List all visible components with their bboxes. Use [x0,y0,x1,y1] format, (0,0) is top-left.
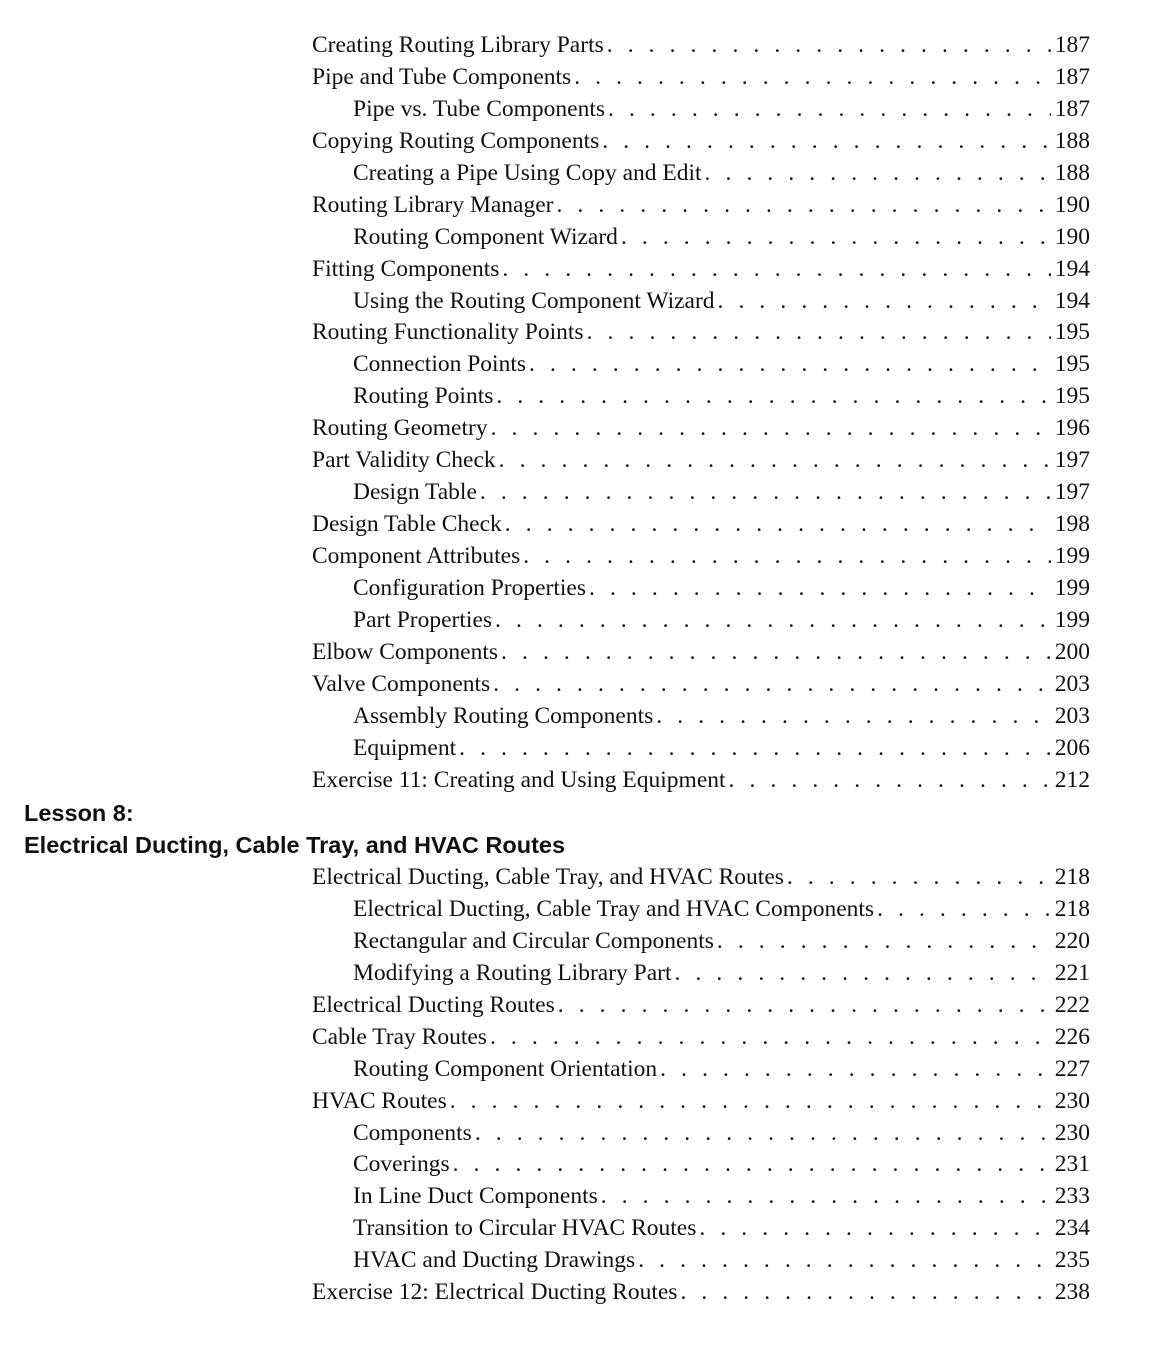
dot-leader [602,126,1051,158]
toc-entry[interactable] [312,349,1090,381]
toc-entry[interactable] [312,1022,1090,1054]
toc-entry-title: Equipment [353,734,457,761]
toc-entry-title: Electrical Ducting, Cable Tray and HVAC Components [353,895,875,922]
dot-leader [638,1245,1051,1277]
toc-entry[interactable] [312,605,1090,637]
toc-entry-title: Routing Geometry [312,415,488,442]
toc-entry[interactable] [312,990,1090,1022]
toc-entry[interactable] [312,765,1090,797]
toc-entry-title: Transition to Circular HVAC Routes [353,1215,697,1242]
dot-leader [601,1181,1051,1213]
toc-entry-title: Part Validity Check [312,447,496,474]
toc-entry-title: Copying Routing Components [312,127,600,154]
toc-entry-page: 221 [1054,959,1090,986]
toc-entry-page: 218 [1054,864,1090,890]
dot-leader [608,94,1051,126]
toc-entry-title: Design Table [353,479,477,506]
toc-entry[interactable] [312,190,1090,222]
toc-entry-title: Valve Components [312,670,491,697]
toc-entry-page: 227 [1054,1055,1090,1082]
dot-leader [493,669,1051,701]
dot-leader [729,765,1051,797]
toc-entry-page: 190 [1054,223,1090,250]
dot-leader [589,573,1051,605]
toc-entry-title: Assembly Routing Components [353,702,654,729]
dot-leader [675,958,1051,990]
dot-leader [787,862,1051,894]
toc-entry-page: 230 [1054,1119,1090,1146]
toc-entry-page: 195 [1054,319,1090,346]
toc-entry[interactable] [312,254,1090,286]
toc-entry-title: HVAC Routes [312,1087,447,1114]
toc-entry-page: 196 [1054,415,1090,442]
toc-entry-page: 188 [1054,159,1090,186]
dot-leader [718,286,1051,318]
dot-leader [607,30,1051,62]
dot-leader [450,1086,1051,1118]
toc-entry-page: 235 [1054,1247,1090,1274]
toc-entry[interactable] [312,222,1090,254]
toc-entry[interactable] [312,126,1090,158]
toc-entry-title: Creating Routing Library Parts [312,32,604,58]
toc-entry-title: Connection Points [353,351,526,378]
toc-entry-page: 206 [1054,734,1090,761]
toc-entry[interactable] [312,1054,1090,1086]
toc-entry[interactable] [312,541,1090,573]
toc-entry-page: 199 [1054,543,1090,569]
dot-leader [523,541,1051,573]
dot-leader [558,990,1051,1022]
toc-entry-title: Component Attributes [312,543,521,569]
toc-entry-page: 187 [1054,32,1090,58]
toc-entry[interactable] [312,445,1090,477]
dot-leader [502,254,1050,286]
toc-entry-title: Exercise 11: Creating and Using Equipment [312,766,726,793]
toc-entry-title: Configuration Properties [353,574,587,601]
toc-entry-title: Cable Tray Routes [312,1023,487,1050]
toc-entry-page: 203 [1054,702,1090,729]
toc-entry-title: Routing Points [353,383,494,410]
toc-entry-page: 220 [1054,927,1090,954]
dot-leader [505,509,1051,541]
toc-entry[interactable] [312,62,1090,94]
dot-leader [705,158,1051,190]
dot-leader [680,1277,1050,1309]
toc-entry-title: Routing Component Wizard [353,223,618,250]
toc-entry-title: Electrical Ducting Routes [312,991,555,1018]
dot-leader [495,605,1051,637]
toc-entry[interactable] [312,317,1090,349]
dot-leader [574,62,1051,94]
toc-entry[interactable] [312,94,1090,126]
toc-entry[interactable] [312,381,1090,413]
toc-entry-title: Exercise 12: Electrical Ducting Routes [312,1279,678,1306]
toc-entry-page: 199 [1054,574,1090,601]
toc-entry-page: 187 [1054,63,1090,90]
toc-entry-title: Routing Library Manager [312,191,554,218]
dot-leader [587,317,1051,349]
toc-entry-page: 195 [1054,383,1090,410]
toc-entry-page: 194 [1054,287,1090,314]
toc-list-top [312,30,1090,797]
toc-entry-title: Rectangular and Circular Components [353,927,714,954]
toc-entry[interactable] [312,1149,1090,1181]
dot-leader [699,1213,1050,1245]
dot-leader [621,222,1051,254]
toc-entry-page: 222 [1054,991,1090,1018]
dot-leader [877,894,1051,926]
toc-entry[interactable] [312,30,1090,62]
toc-entry-page: 187 [1054,95,1090,122]
toc-entry-title: Part Properties [353,606,493,633]
dot-leader [480,477,1051,509]
toc-entry-page: 203 [1054,670,1090,697]
toc-entry[interactable] [312,477,1090,509]
toc-entry-page: 230 [1054,1087,1090,1114]
toc-entry-page: 238 [1054,1279,1090,1306]
toc-entry[interactable] [312,573,1090,605]
toc-entry[interactable] [312,1277,1090,1309]
lesson-heading [24,797,565,861]
toc-entry-title: In Line Duct Components [353,1183,598,1210]
toc-entry-title: Routing Component Orientation [353,1055,658,1082]
toc-entry[interactable] [312,509,1090,541]
toc-entry-title: Design Table Check [312,511,502,538]
toc-entry-page: 194 [1054,255,1090,282]
toc-entry-title: HVAC and Ducting Drawings [353,1247,636,1274]
toc-entry[interactable] [312,1213,1090,1245]
dot-leader [475,1118,1051,1150]
toc-entry-title: Pipe and Tube Components [312,63,572,90]
dot-leader [496,381,1050,413]
dot-leader [556,190,1050,222]
toc-entry[interactable] [312,926,1090,958]
dot-leader [499,445,1051,477]
toc-entry-title: Components [353,1119,472,1146]
toc-entry-title: Fitting Components [312,255,500,282]
toc-entry-page: 212 [1054,766,1090,793]
toc-entry[interactable] [312,1245,1090,1277]
toc-entry[interactable] [312,286,1090,318]
toc-entry-page: 231 [1054,1151,1090,1178]
toc-entry[interactable] [312,958,1090,990]
toc-entry-page: 200 [1054,638,1090,665]
dot-leader [459,733,1051,765]
toc-entry-title: Creating a Pipe Using Copy and Edit [353,159,702,186]
toc-entry-title: Routing Functionality Points [312,319,584,346]
toc-entry-page: 197 [1054,479,1090,506]
toc-entry-title: Elbow Components [312,638,499,665]
toc-entry[interactable] [312,1181,1090,1213]
toc-entry-title: Coverings [353,1151,450,1178]
toc-entry[interactable] [312,413,1090,445]
toc-entry-title: Pipe vs. Tube Components [353,95,606,122]
toc-entry[interactable] [312,669,1090,701]
toc-entry[interactable] [312,637,1090,669]
toc-entry-page: 190 [1054,191,1090,218]
toc-entry[interactable] [312,158,1090,190]
dot-leader [529,349,1051,381]
toc-list-bottom [312,862,1090,1309]
dot-leader [501,637,1051,669]
toc-entry-page: 226 [1054,1023,1090,1050]
toc-entry-page: 234 [1054,1215,1090,1242]
toc-entry[interactable] [312,733,1090,765]
toc-entry[interactable] [312,1086,1090,1118]
lesson-number: Lesson 8: [24,800,134,826]
toc-entry-page: 199 [1054,606,1090,633]
dot-leader [660,1054,1051,1086]
toc-entry[interactable] [312,894,1090,926]
toc-entry-title: Modifying a Routing Library Part [353,959,672,986]
toc-entry[interactable] [312,862,1090,894]
toc-entry-page: 195 [1054,351,1090,378]
toc-entry-page: 188 [1054,127,1090,154]
toc-entry-title: Using the Routing Component Wizard [353,287,715,314]
dot-leader [491,413,1051,445]
dot-leader [453,1149,1051,1181]
lesson-title: Electrical Ducting, Cable Tray, and HVAC Routes [24,832,566,858]
dot-leader [490,1022,1051,1054]
toc-entry-title: Electrical Ducting, Cable Tray, and HVAC Routes [312,864,784,890]
toc-entry-page: 233 [1054,1183,1090,1210]
toc-entry[interactable] [312,701,1090,733]
toc-entry-page: 218 [1054,895,1090,922]
toc-entry[interactable] [312,1118,1090,1150]
toc-entry-page: 197 [1054,447,1090,474]
toc-entry-page: 198 [1054,511,1090,538]
dot-leader [656,701,1050,733]
dot-leader [717,926,1051,958]
